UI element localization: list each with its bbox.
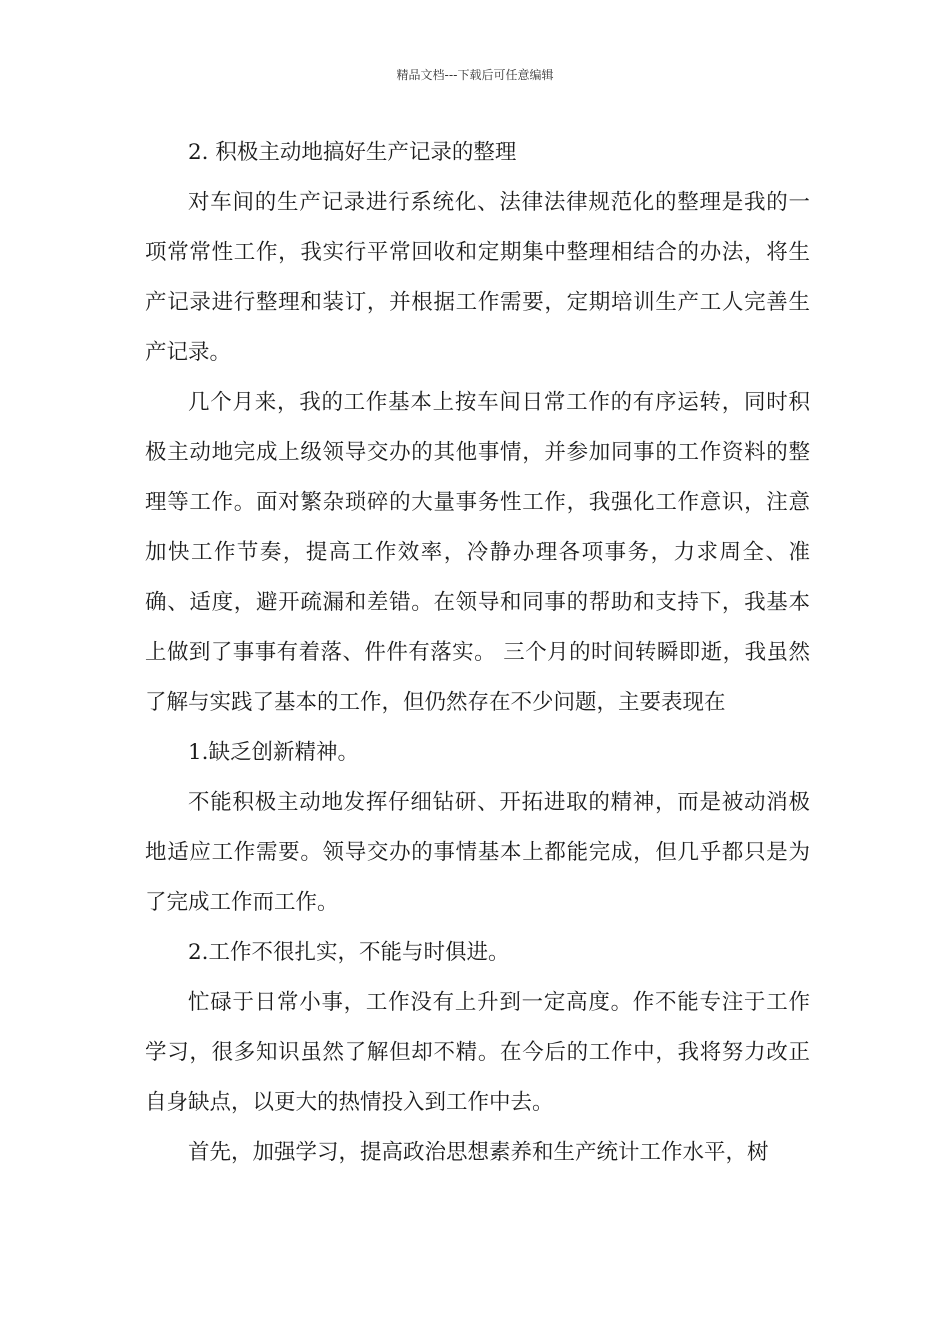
section-heading-production-records: 2. 积极主动地搞好生产记录的整理 (188, 140, 517, 165)
paragraph-first-measure: 首先，加强学习，提高政治思想素养和生产统计工作水平，树 (188, 1140, 769, 1165)
paragraph-innovation: 不能积极主动地发挥仔细钻研、开拓进取的精神，而是被动消极地适应工作需要。领导交办的事情基本上都能完成，但几乎都只是为了完成工作而工作。 (145, 790, 810, 915)
issue-heading-innovation: 1.缺乏创新精神。 (188, 740, 360, 765)
page-header: 精品文档---下载后可任意编辑 (396, 68, 554, 82)
issue-heading-solidity: 2.工作不很扎实，不能与时俱进。 (188, 940, 510, 965)
paragraph-production-records: 对车间的生产记录进行系统化、法律法律规范化的整理是我的一项常常性工作，我实行平常回收和定期集中整理相结合的办法，将生产记录进行整理和装订，并根据工作需要，定期培训生产工人完善生产记录。 (145, 190, 810, 365)
paragraph-solidity: 忙碌于日常小事，工作没有上升到一定高度。作不能专注于工作学习，很多知识虽然了解但却不精。在今后的工作中，我将努力改正自身缺点，以更大的热情投入到工作中去。 (145, 990, 810, 1115)
paragraph-work-summary: 几个月来，我的工作基本上按车间日常工作的有序运转，同时积极主动地完成上级领导交办的其他事情，并参加同事的工作资料的整理等工作。面对繁杂琐碎的大量事务性工作，我强化工作意识，注意加快工作节奏，提高工作效率，冷静办理各项事务，力求周全、准确、适度，避开疏漏和差错。在领导和同事的帮助和支持下，我基本上做到了事事有着落、件件有落实。 三个月的时间转瞬即逝，我虽然了解与实践了基本的工作，但仍然存在不少问题，主要表现在 (145, 390, 810, 715)
document-body (145, 128, 810, 1178)
